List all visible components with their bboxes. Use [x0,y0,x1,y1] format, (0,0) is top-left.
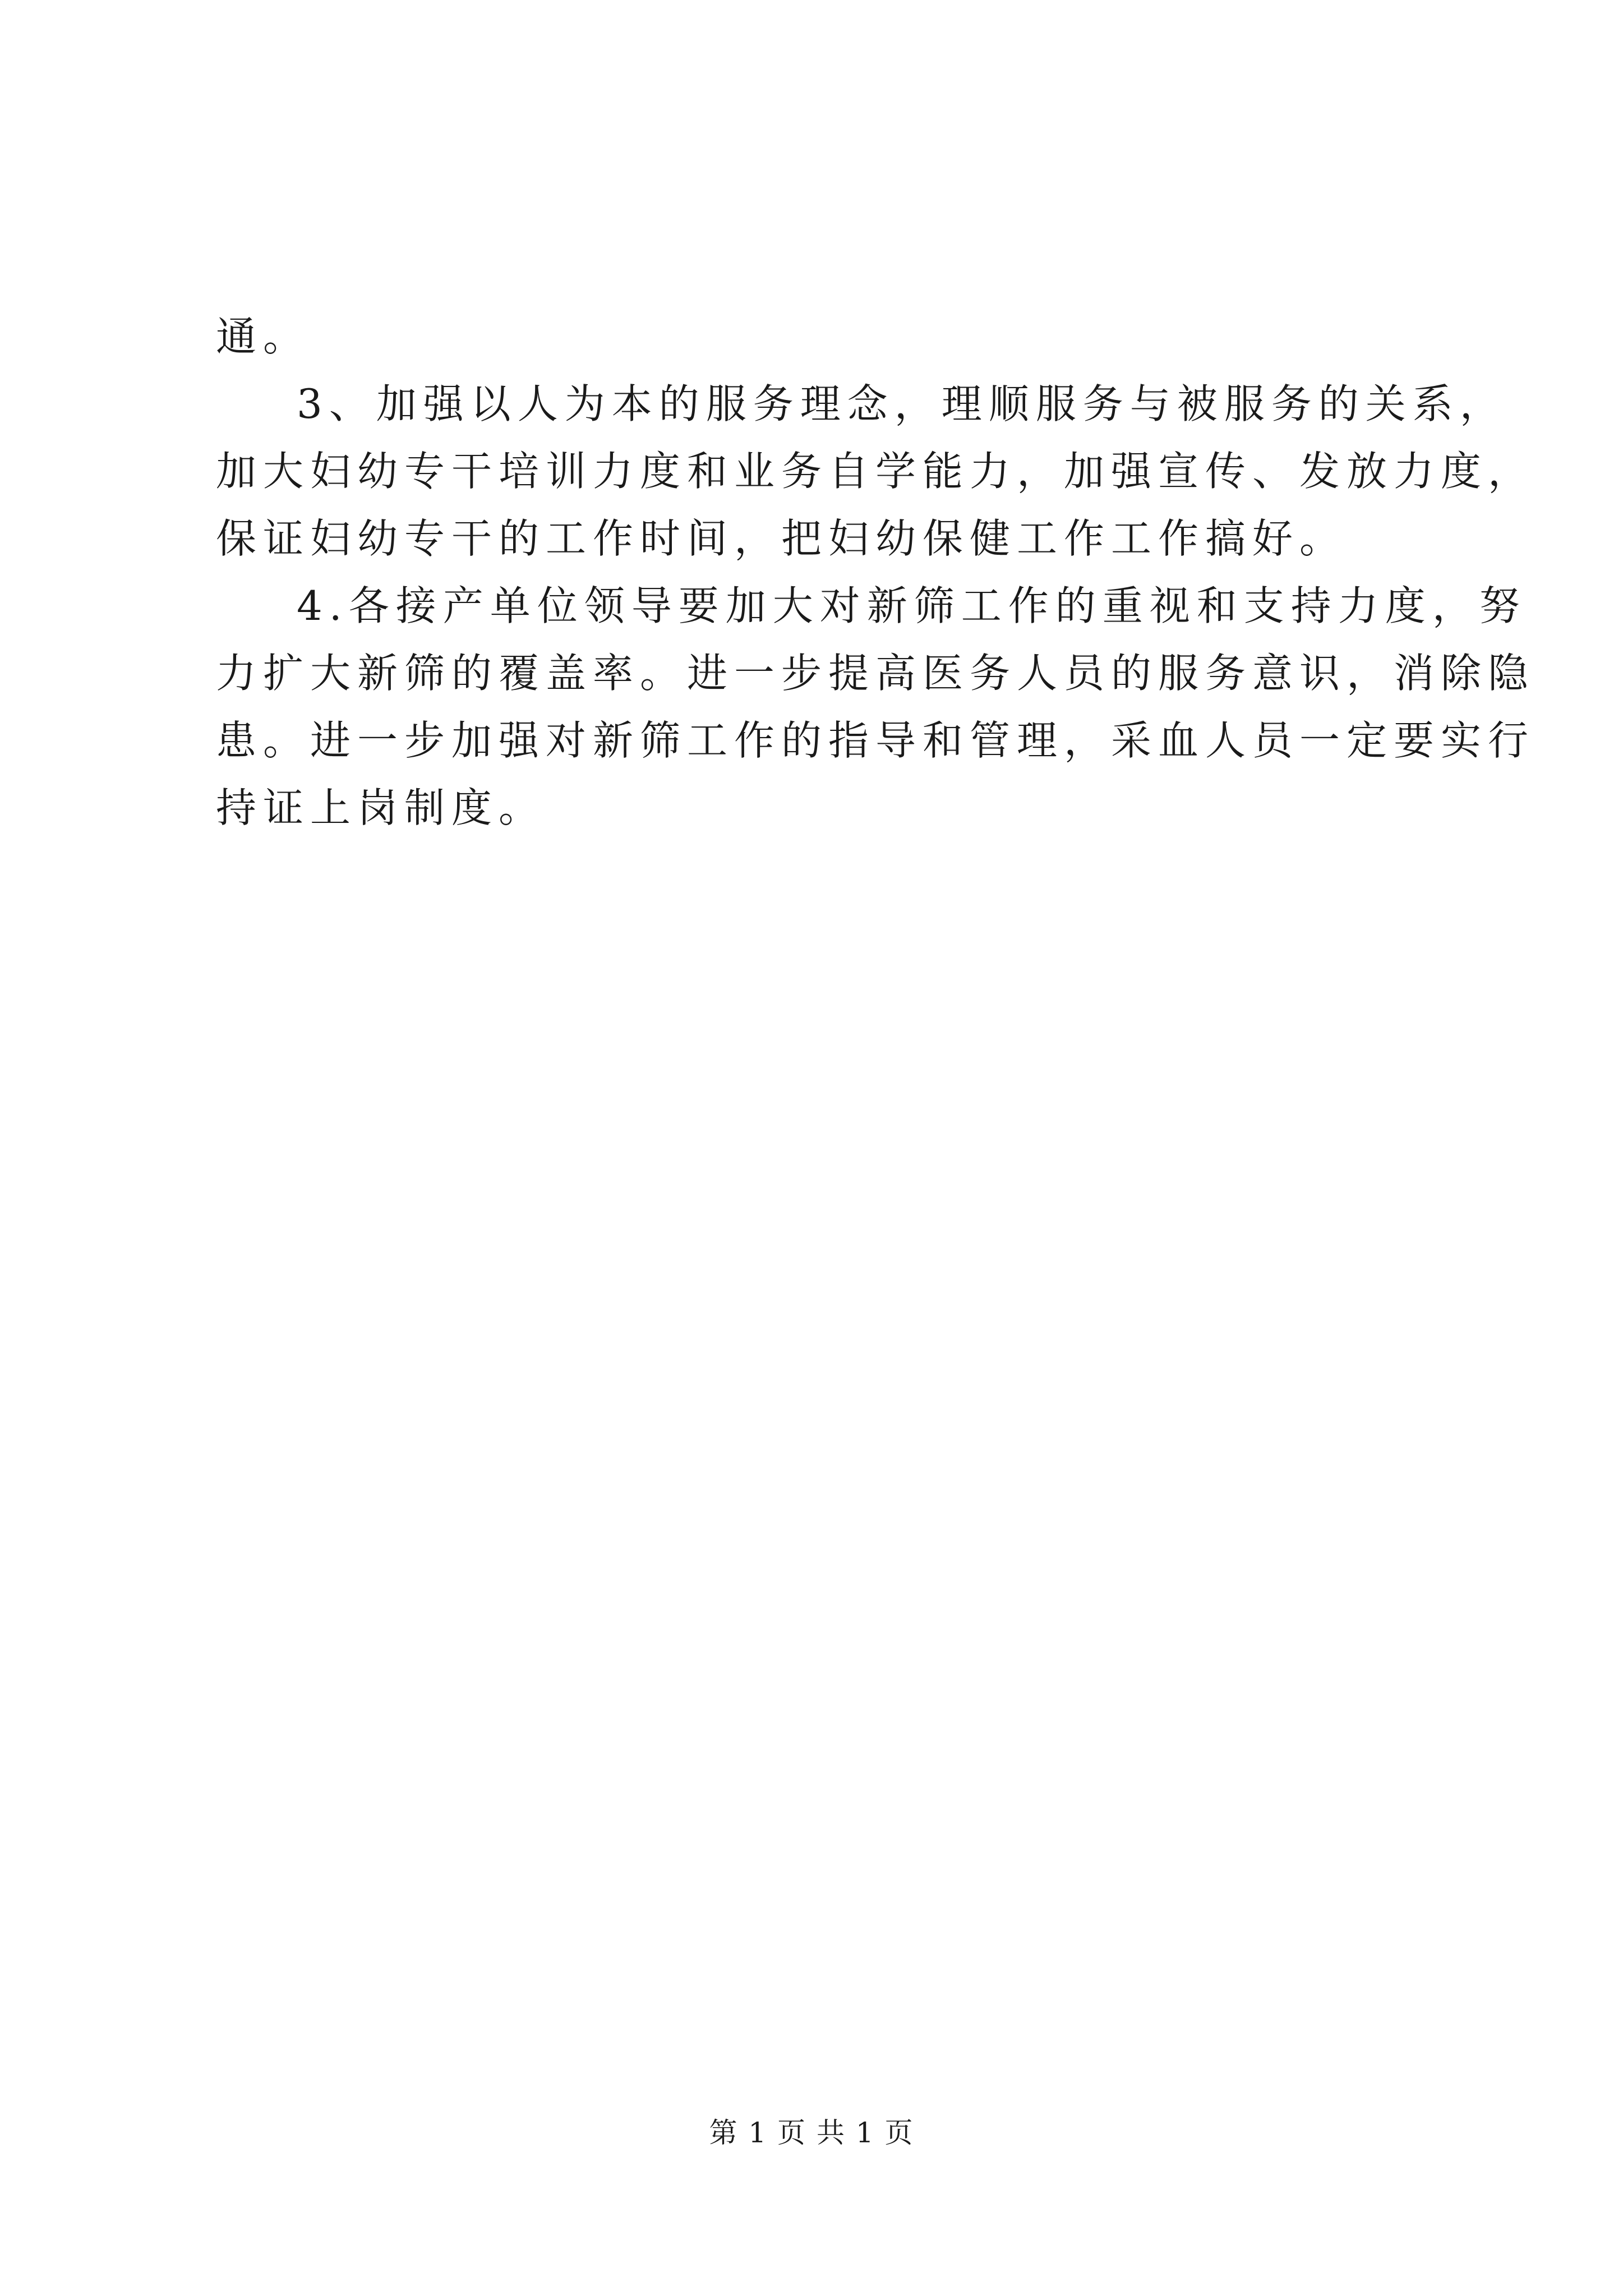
paragraph-4-line-3: 患。进一步加强对新筛工作的指导和管理，采血人员一定要实行 [216,717,1536,764]
page-number-label: 第 1 页 共 1 页 [709,2116,914,2149]
paragraph-3-line-3: 保证妇幼专干的工作时间，把妇幼保健工作工作搞好。 [216,515,1347,562]
paragraph-continuation-line: 通。 [216,313,311,360]
paragraph-4-line-1: 4.各接产单位领导要加大对新筛工作的重视和支持力度，努 [297,582,1527,629]
document-body [216,303,1536,841]
paragraph-3-line-1: 3、加强以人为本的服务理念，理顺服务与被服务的关系， [297,380,1507,427]
paragraph-4-line-4: 持证上岗制度。 [216,784,546,831]
paragraph-3-line-2: 加大妇幼专干培训力度和业务自学能力，加强宣传、发放力度， [216,448,1536,495]
paragraph-4-line-2: 力扩大新筛的覆盖率。进一步提高医务人员的服务意识，消除隐 [216,650,1536,697]
page-footer [0,2116,1623,2150]
